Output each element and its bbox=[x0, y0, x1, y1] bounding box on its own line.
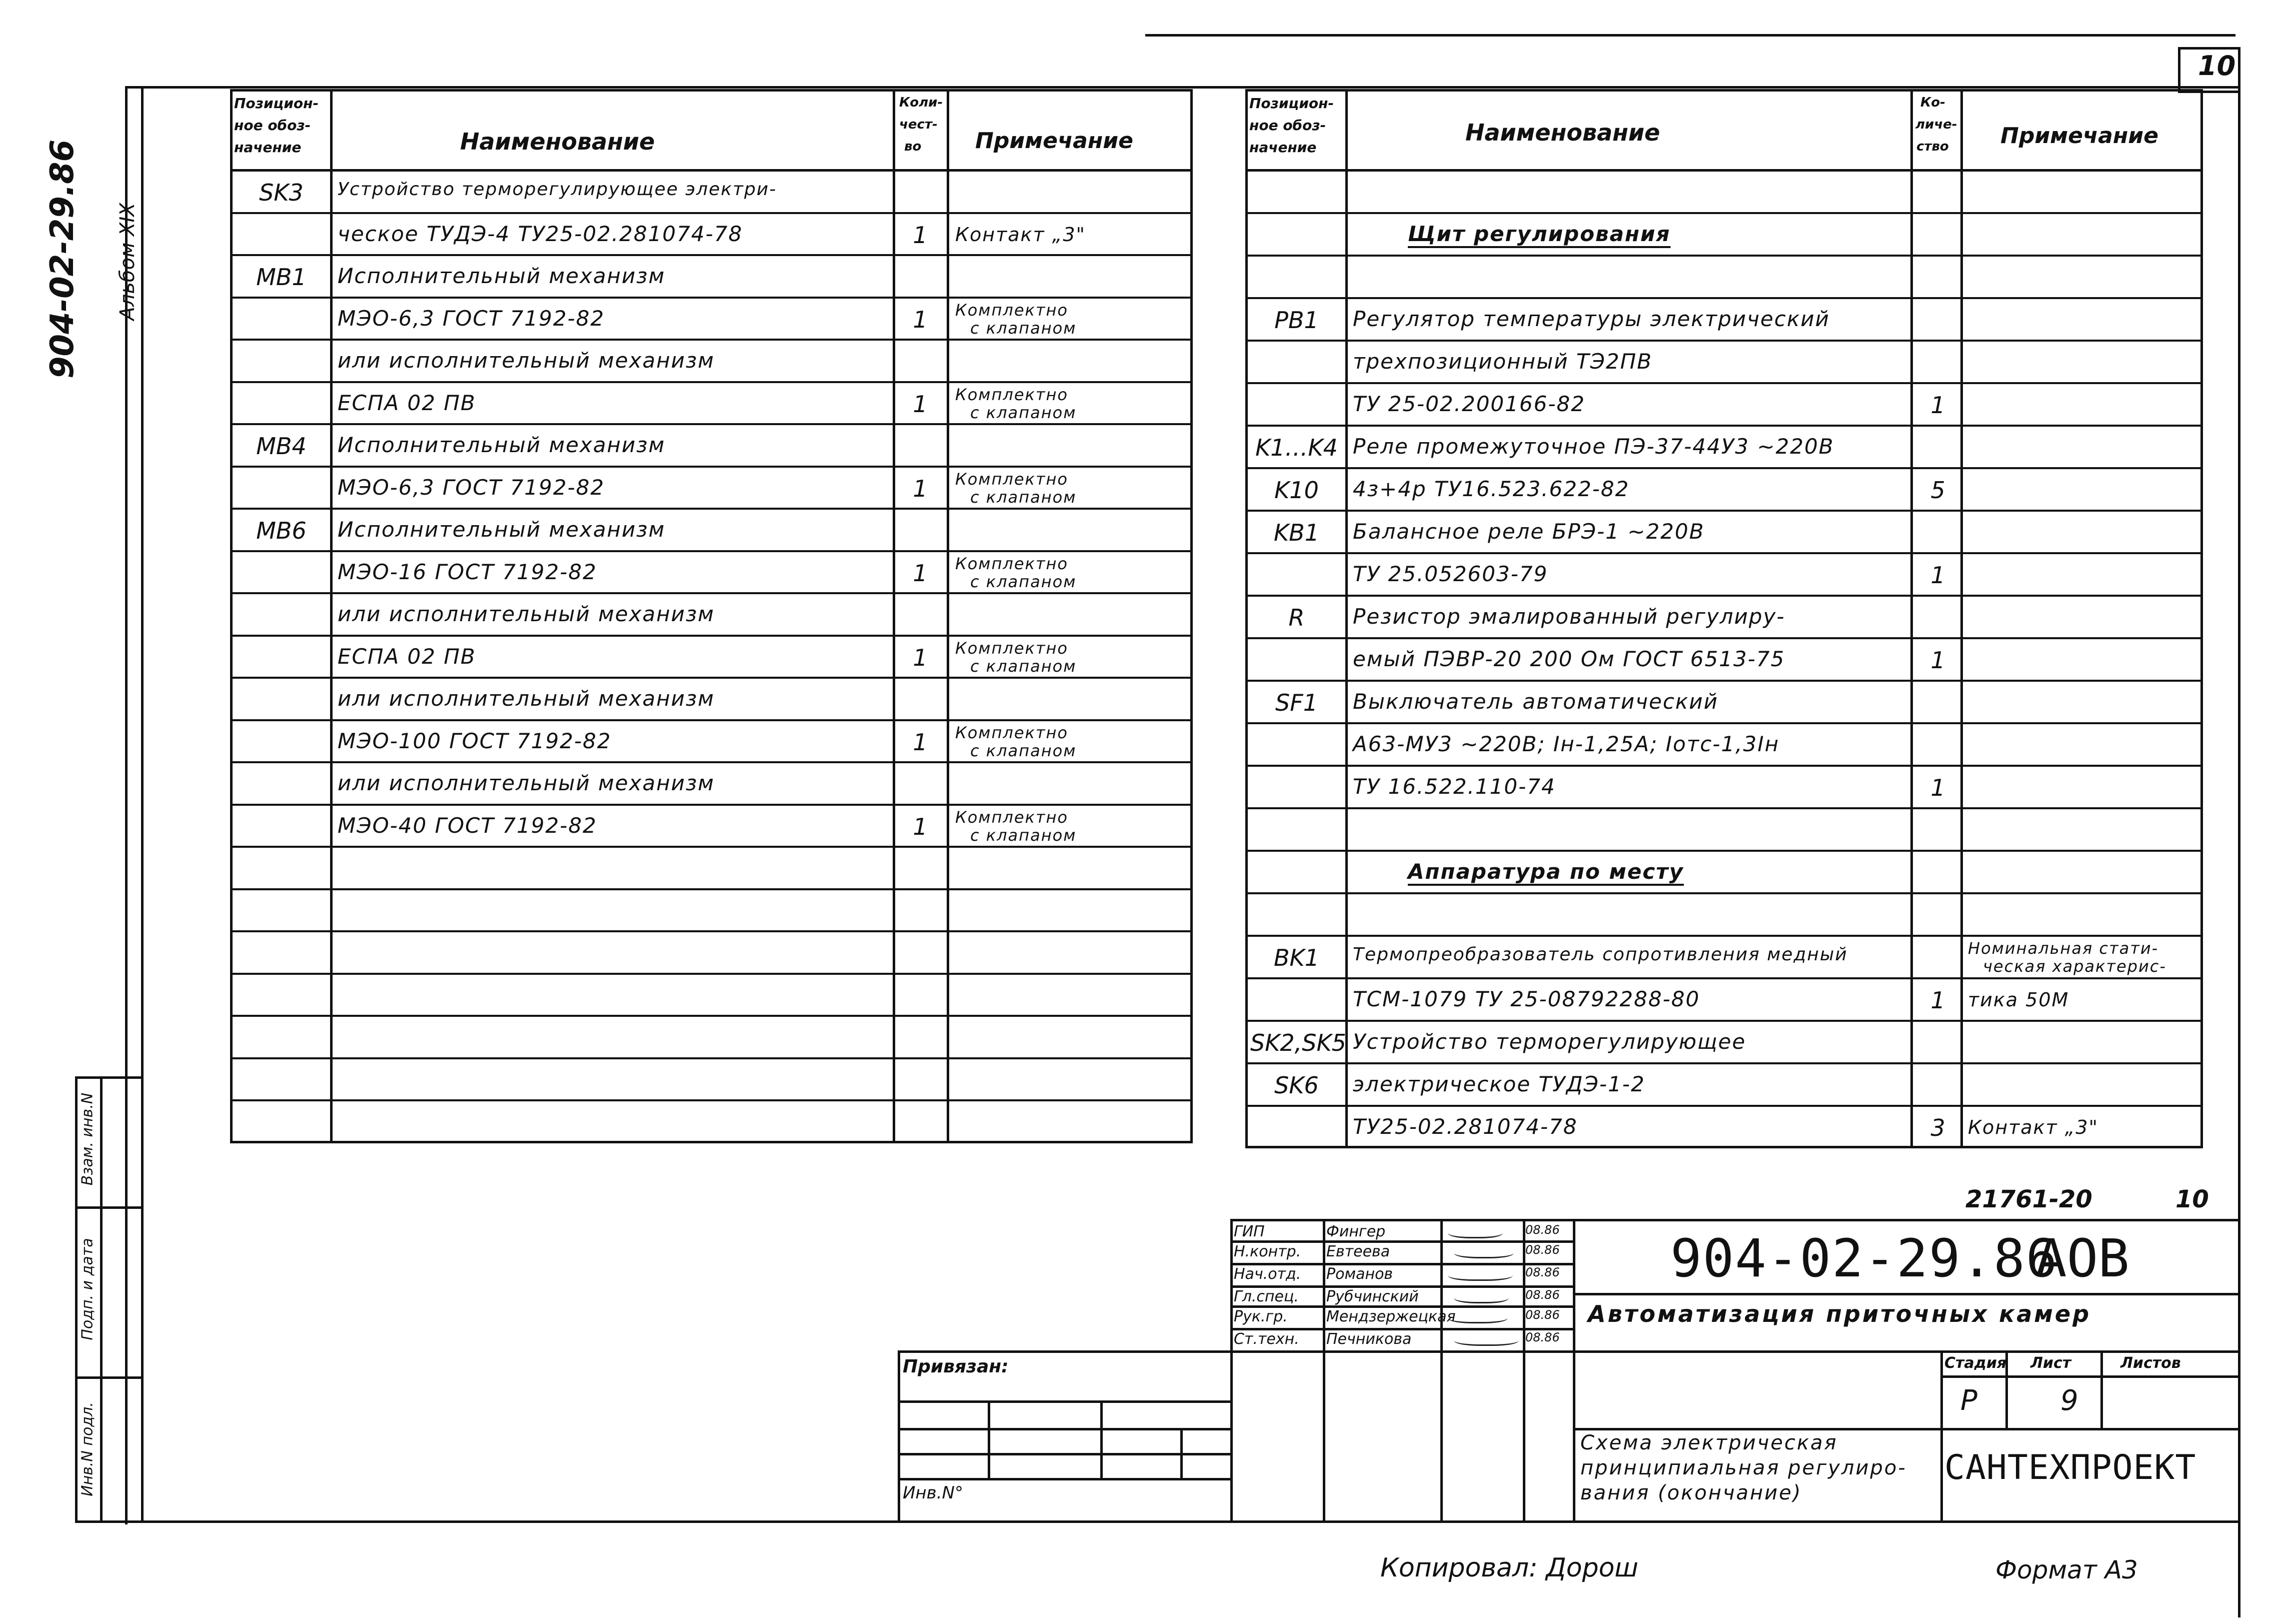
signature-date: 08.86 bbox=[1525, 1288, 1560, 1302]
left-hdr-qty-3: во bbox=[904, 139, 922, 154]
left-cell-name: или исполнительный механизм bbox=[338, 686, 715, 711]
signature-role: Гл.спец. bbox=[1234, 1288, 1299, 1305]
left-cell-note: с клапаном bbox=[970, 487, 1077, 507]
right-row bbox=[1245, 427, 2203, 469]
tb-doc-number: 904-02-29.86 bbox=[1670, 1228, 2058, 1289]
left-table-rows bbox=[230, 172, 1193, 1143]
tb-v-link3 bbox=[1180, 1428, 1183, 1478]
signature-scribble bbox=[1454, 1290, 1509, 1303]
stamp-div-2 bbox=[75, 1206, 143, 1209]
left-cell-note: Комплектно bbox=[955, 638, 1068, 658]
signature-role: ГИП bbox=[1234, 1223, 1265, 1240]
right-cell-name: Термопреобразователь сопротивления медный bbox=[1353, 944, 1848, 965]
left-cell-name: или исполнительный механизм bbox=[338, 771, 715, 795]
right-cell-pos: KB1 bbox=[1274, 519, 1319, 546]
tb-linked-label: Привязан: bbox=[903, 1356, 1009, 1377]
tb-inv-label: Инв.N° bbox=[903, 1483, 963, 1503]
left-cell-qty: 1 bbox=[913, 644, 928, 671]
tb-v-sig0 bbox=[1230, 1219, 1233, 1520]
left-cell-name: МЭО-40 ГОСТ 7192-82 bbox=[338, 813, 597, 838]
right-cell-qty: 3 bbox=[1930, 1114, 1945, 1141]
right-cell-qty: 1 bbox=[1930, 987, 1945, 1014]
tb-v-sig2 bbox=[1440, 1219, 1443, 1520]
left-row bbox=[230, 932, 1193, 975]
right-cell-name: трехпозиционный ТЭ2ПВ bbox=[1353, 349, 1653, 374]
tb-v-stage3 bbox=[2100, 1350, 2103, 1428]
right-cell-name: 4з+4р ТУ16.523.622-82 bbox=[1353, 477, 1630, 501]
outer-left bbox=[75, 1076, 78, 1521]
left-row bbox=[230, 975, 1193, 1017]
left-row bbox=[230, 1059, 1193, 1102]
right-cell-note: тика 50М bbox=[1968, 989, 2069, 1011]
right-row bbox=[1245, 299, 2203, 342]
right-row bbox=[1245, 1064, 2203, 1107]
signature-date: 08.86 bbox=[1525, 1265, 1560, 1279]
left-row bbox=[230, 299, 1193, 341]
tb-v-sig4 bbox=[1573, 1219, 1575, 1520]
right-cell-pos: K1…K4 bbox=[1255, 434, 1338, 461]
right-hdr-pos-2: ное обоз- bbox=[1249, 117, 1326, 134]
left-cell-name: ческое ТУДЭ-4 ТУ25-02.281074-78 bbox=[338, 221, 743, 246]
left-cell-name: Исполнительный механизм bbox=[338, 517, 666, 542]
left-cell-qty: 1 bbox=[913, 813, 928, 840]
right-row bbox=[1245, 767, 2203, 809]
tb-v-link1 bbox=[988, 1400, 990, 1478]
left-cell-note: с клапаном bbox=[970, 825, 1077, 845]
right-cell-name: Регулятор температуры электрический bbox=[1353, 307, 1830, 331]
right-row bbox=[1245, 384, 2203, 427]
right-cell-pos: R bbox=[1288, 604, 1305, 631]
right-row bbox=[1245, 809, 2203, 852]
signature-scribble bbox=[1454, 1245, 1514, 1258]
stamp-sign-date: Подп. и дата bbox=[79, 1238, 97, 1340]
left-row bbox=[230, 806, 1193, 848]
sheet-number: 10 bbox=[2198, 50, 2236, 82]
right-cell-name: Устройство терморегулирующее bbox=[1353, 1029, 1746, 1054]
left-cell-note: с клапаном bbox=[970, 403, 1077, 422]
stamp-replace-inv: Взам. инв.N bbox=[79, 1092, 97, 1186]
left-row bbox=[230, 510, 1193, 552]
right-cell-pos: SK6 bbox=[1274, 1072, 1319, 1099]
tb-v-stage1 bbox=[1940, 1350, 1943, 1520]
signature-scribble bbox=[1448, 1310, 1508, 1323]
left-row bbox=[230, 172, 1193, 214]
left-hdr-pos-3: начение bbox=[234, 139, 302, 156]
right-cell-name: Выключатель автоматический bbox=[1353, 689, 1718, 714]
tb-stage-hdr-stage: Стадия bbox=[1944, 1354, 2007, 1372]
left-cell-note: Комплектно bbox=[955, 469, 1068, 489]
tb-mid2 bbox=[898, 1350, 2238, 1353]
left-cell-qty: 1 bbox=[913, 306, 928, 333]
right-cell-name: ТУ25-02.281074-78 bbox=[1353, 1114, 1578, 1139]
right-cell-name: Балансное реле БРЭ-1 ~220В bbox=[1353, 519, 1705, 544]
left-hdr-pos-2: ное обоз- bbox=[234, 117, 311, 134]
right-hdr-qty-2: личе- bbox=[1915, 117, 1957, 132]
left-hdr-note: Примечание bbox=[975, 128, 1133, 154]
signature-date: 08.86 bbox=[1525, 1330, 1560, 1344]
signature-name: Романов bbox=[1326, 1265, 1393, 1283]
right-row bbox=[1245, 172, 2203, 214]
right-cell-name: электрическое ТУДЭ-1-2 bbox=[1353, 1072, 1645, 1096]
footer-format: Формат А3 bbox=[1995, 1555, 2138, 1584]
left-row bbox=[230, 637, 1193, 679]
tb-link-r4 bbox=[898, 1478, 1230, 1480]
left-hdr-qty-1: Коли- bbox=[899, 95, 943, 110]
order-code: 21761-20 bbox=[1965, 1185, 2092, 1213]
left-row bbox=[230, 1017, 1193, 1059]
left-cell-name: Исполнительный механизм bbox=[338, 433, 666, 457]
signature-date: 08.86 bbox=[1525, 1223, 1560, 1237]
tb-v-link2 bbox=[1100, 1400, 1103, 1478]
right-row bbox=[1245, 214, 2203, 257]
right-table-rows bbox=[1245, 172, 2203, 1148]
left-row bbox=[230, 468, 1193, 510]
left-row bbox=[230, 256, 1193, 299]
tb-drawing-title-1: Схема электрическая bbox=[1580, 1431, 1838, 1454]
left-cell-note: с клапаном bbox=[970, 318, 1077, 338]
left-cell-name: МЭО-6,3 ГОСТ 7192-82 bbox=[338, 475, 605, 500]
right-cell-note: Номинальная стати- bbox=[1968, 939, 2159, 958]
left-row bbox=[230, 890, 1193, 933]
right-cell-name: ТУ 16.522.110-74 bbox=[1353, 774, 1556, 799]
left-cell-note: Комплектно bbox=[955, 807, 1068, 827]
right-cell-heading: Щит регулирования bbox=[1408, 222, 1671, 246]
signature-role: Нач.отд. bbox=[1234, 1265, 1301, 1283]
left-hdr-pos-1: Позицион- bbox=[234, 95, 319, 112]
right-cell-qty: 1 bbox=[1930, 647, 1945, 674]
right-row bbox=[1245, 342, 2203, 384]
tb-mid3 bbox=[1573, 1428, 2238, 1430]
right-cell-qty: 1 bbox=[1930, 392, 1945, 419]
left-row bbox=[230, 679, 1193, 721]
right-cell-name: Реле промежуточное ПЭ-37-44У3 ~220В bbox=[1353, 434, 1834, 459]
left-cell-note: Контакт „3" bbox=[955, 223, 1086, 246]
right-cell-name: Резистор эмалированный регулиру- bbox=[1353, 604, 1785, 629]
tb-v-sig1 bbox=[1323, 1219, 1325, 1520]
tb-mark: АОВ bbox=[2035, 1228, 2129, 1289]
top-rule bbox=[1145, 34, 2235, 37]
left-cell-pos: SK3 bbox=[259, 179, 304, 206]
left-cell-note: Комплектно bbox=[955, 385, 1068, 404]
left-cell-qty: 1 bbox=[913, 559, 928, 587]
tb-top bbox=[1230, 1219, 2238, 1221]
signature-scribble bbox=[1454, 1332, 1519, 1346]
left-cell-qty: 1 bbox=[913, 728, 928, 756]
right-cell-note: Контакт „3" bbox=[1968, 1116, 2099, 1138]
right-spec-table bbox=[1245, 89, 2203, 1148]
tb-drawing-title-3: вания (окончание) bbox=[1580, 1481, 1802, 1504]
tb-link-r1 bbox=[898, 1400, 1230, 1403]
tb-company: САНТЕХПРОЕКТ bbox=[1944, 1448, 2196, 1487]
stamp-div-3 bbox=[75, 1376, 143, 1379]
left-cell-pos: MB6 bbox=[256, 517, 307, 544]
stamp-strip-right bbox=[100, 1076, 103, 1521]
frame-bottom bbox=[75, 1520, 2240, 1523]
right-hdr-pos-1: Позицион- bbox=[1249, 95, 1334, 112]
signature-date: 08.86 bbox=[1525, 1308, 1560, 1322]
signature-name: Рубчинский bbox=[1326, 1288, 1419, 1305]
left-hdr-qty-2: чест- bbox=[899, 117, 938, 132]
left-row bbox=[230, 341, 1193, 383]
frame-inner-left bbox=[141, 86, 144, 1521]
signature-scribble bbox=[1448, 1267, 1513, 1281]
left-cell-name: МЭО-100 ГОСТ 7192-82 bbox=[338, 728, 612, 753]
left-row bbox=[230, 848, 1193, 890]
right-cell-heading: Аппаратура по месту bbox=[1408, 859, 1684, 884]
right-row bbox=[1245, 554, 2203, 597]
tb-sheet: 9 bbox=[2060, 1384, 2078, 1417]
signature-role: Рук.гр. bbox=[1234, 1308, 1288, 1325]
left-cell-name: Устройство терморегулирующее электри- bbox=[338, 179, 777, 200]
footer-copied: Копировал: Дорош bbox=[1380, 1553, 1638, 1583]
right-hdr-name: Наименование bbox=[1465, 119, 1660, 146]
right-cell-qty: 5 bbox=[1930, 477, 1945, 504]
right-row bbox=[1245, 257, 2203, 299]
right-hdr-note: Примечание bbox=[2000, 123, 2158, 149]
right-row bbox=[1245, 979, 2203, 1022]
signature-name: Мендзержецкая bbox=[1326, 1308, 1456, 1325]
signature-date: 08.86 bbox=[1525, 1243, 1560, 1257]
right-cell-name: А63-МУ3 ~220В; Iн-1,25А; Iотс-1,3Iн bbox=[1353, 732, 1780, 756]
left-cell-note: Комплектно bbox=[955, 300, 1068, 320]
tb-v-sig3 bbox=[1523, 1219, 1525, 1520]
right-cell-qty: 1 bbox=[1930, 774, 1945, 801]
right-row bbox=[1245, 937, 2203, 979]
tb-stage-hdr-sheet: Лист bbox=[2030, 1354, 2071, 1372]
right-hdr-qty-1: Ко- bbox=[1920, 95, 1945, 110]
signature-scribble bbox=[1448, 1225, 1503, 1238]
signature-role: Н.контр. bbox=[1234, 1243, 1301, 1260]
right-row bbox=[1245, 682, 2203, 724]
sheet-short: 10 bbox=[2175, 1185, 2209, 1213]
right-row bbox=[1245, 894, 2203, 937]
left-cell-name: ЕСПА 02 ПВ bbox=[338, 390, 476, 415]
left-row bbox=[230, 721, 1193, 764]
stamp-div-1 bbox=[75, 1076, 143, 1079]
left-row bbox=[230, 1101, 1193, 1144]
left-row bbox=[230, 763, 1193, 806]
left-row bbox=[230, 552, 1193, 595]
right-cell-pos: K10 bbox=[1274, 477, 1319, 504]
tb-stage: Р bbox=[1960, 1384, 1977, 1417]
right-cell-pos: BK1 bbox=[1274, 944, 1319, 971]
right-row bbox=[1245, 639, 2203, 682]
stamp-inv-orig: Инв.N подл. bbox=[79, 1402, 97, 1496]
left-cell-name: или исполнительный механизм bbox=[338, 602, 715, 626]
left-row bbox=[230, 214, 1193, 257]
left-hdr-name: Наименование bbox=[460, 128, 655, 155]
left-cell-pos: MB1 bbox=[256, 264, 307, 291]
side-album: Альбом XIX bbox=[116, 203, 139, 321]
right-hdr-qty-3: ство bbox=[1916, 139, 1949, 154]
signature-name: Печникова bbox=[1326, 1330, 1412, 1348]
tb-stage-hdr bbox=[1940, 1375, 2238, 1378]
left-cell-pos: MB4 bbox=[256, 433, 307, 460]
left-spec-table bbox=[230, 89, 1193, 1143]
frame-right bbox=[2238, 47, 2240, 1617]
left-cell-note: с клапаном bbox=[970, 656, 1077, 676]
left-cell-note: Комплектно bbox=[955, 723, 1068, 742]
signature-role: Ст.техн. bbox=[1234, 1330, 1299, 1348]
frame-top bbox=[126, 86, 2240, 89]
right-row bbox=[1245, 512, 2203, 554]
tb-v-left bbox=[898, 1350, 900, 1520]
right-cell-note: ческая характерис- bbox=[1983, 957, 2166, 976]
right-row bbox=[1245, 1107, 2203, 1149]
right-cell-name: ТУ 25-02.200166-82 bbox=[1353, 392, 1585, 416]
left-cell-note: Комплектно bbox=[955, 554, 1068, 573]
left-cell-name: МЭО-16 ГОСТ 7192-82 bbox=[338, 559, 597, 584]
left-cell-note: с клапаном bbox=[970, 572, 1077, 591]
right-cell-pos: SK2,SK5 bbox=[1250, 1029, 1346, 1056]
right-cell-pos: SF1 bbox=[1275, 689, 1318, 716]
left-cell-qty: 1 bbox=[913, 475, 928, 502]
left-cell-name: Исполнительный механизм bbox=[338, 264, 666, 288]
left-row bbox=[230, 425, 1193, 468]
right-row bbox=[1245, 469, 2203, 512]
right-cell-qty: 1 bbox=[1930, 562, 1945, 589]
tb-project-title: Автоматизация приточных камер bbox=[1588, 1300, 2091, 1327]
left-row bbox=[230, 594, 1193, 637]
tb-drawing-title-2: принципиальная регулиро- bbox=[1580, 1456, 1907, 1479]
left-cell-name: или исполнительный механизм bbox=[338, 348, 715, 373]
signature-name: Евтеева bbox=[1326, 1243, 1390, 1260]
right-row bbox=[1245, 724, 2203, 767]
right-row bbox=[1245, 1022, 2203, 1064]
left-row bbox=[230, 383, 1193, 426]
right-cell-name: ТУ 25.052603-79 bbox=[1353, 562, 1548, 586]
right-cell-name: емый ПЭВР-20 200 Ом ГОСТ 6513-75 bbox=[1353, 647, 1785, 671]
right-cell-name: ТСМ-1079 ТУ 25-08792288-80 bbox=[1353, 987, 1700, 1011]
left-cell-name: МЭО-6,3 ГОСТ 7192-82 bbox=[338, 306, 605, 331]
left-cell-qty: 1 bbox=[913, 390, 928, 418]
right-hdr-pos-3: начение bbox=[1249, 139, 1317, 156]
left-cell-name: ЕСПА 02 ПВ bbox=[338, 644, 476, 669]
right-row bbox=[1245, 852, 2203, 894]
left-cell-note: с клапаном bbox=[970, 741, 1077, 760]
left-cell-qty: 1 bbox=[913, 221, 928, 249]
tb-mid1 bbox=[1573, 1293, 2238, 1295]
right-row bbox=[1245, 597, 2203, 639]
tb-stage-hdr-sheets: Листов bbox=[2120, 1354, 2181, 1372]
right-cell-pos: PB1 bbox=[1274, 307, 1319, 334]
signature-name: Фингер bbox=[1326, 1223, 1386, 1240]
side-doc-code: 904-02-29.86 bbox=[44, 139, 81, 379]
